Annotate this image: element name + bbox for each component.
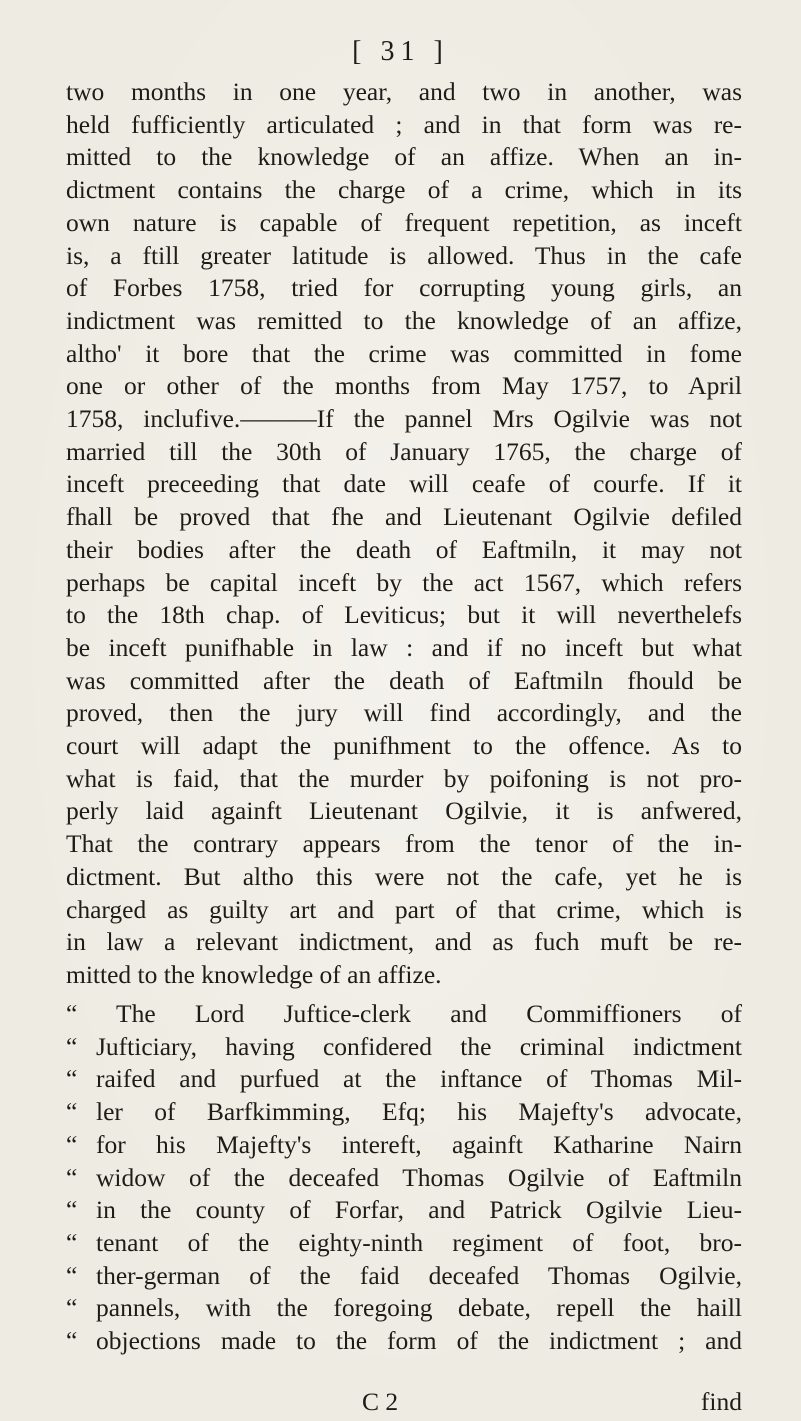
quote-mark: “ xyxy=(66,1293,78,1323)
quote-mark: “ xyxy=(66,1031,78,1061)
text-line: their bodies after the death of Eaftmiln, it may not xyxy=(66,534,742,564)
quote-text: The Lord Juftice-clerk and Commiffioners of xyxy=(116,999,742,1028)
text-line: to the 18th chap. of Leviticus; but it will neverthelefs xyxy=(66,600,742,630)
text-line: That the contrary appears from the tenor of the in- xyxy=(66,829,742,859)
text-line: perly laid againft Lieutenant Ogilvie, it is anfwered, xyxy=(66,796,742,826)
quote-line xyxy=(66,1194,742,1227)
text-line: in law a relevant indictment, and as fuch muft be re- xyxy=(66,927,742,957)
quote-mark: “ xyxy=(66,1260,78,1290)
quote-line xyxy=(66,1162,742,1195)
text-line: mitted to the knowledge of an affize. xyxy=(66,959,442,989)
text-line: was committed after the death of Eaftmiln fhould be xyxy=(66,665,742,695)
quote-mark: “ xyxy=(66,1162,78,1192)
quote-text: pannels, with the foregoing debate, repell the haill xyxy=(96,1293,742,1323)
signature-mark: C 2 xyxy=(362,1387,399,1416)
body-paragraph xyxy=(66,76,742,992)
text-line: altho' it bore that the crime was committed in fome xyxy=(66,338,742,368)
text-line: one or other of the months from May 1757, to April xyxy=(66,371,742,401)
text-line: married till the 30th of January 1765, the charge of xyxy=(66,436,742,466)
quote-mark: “ xyxy=(66,1064,78,1094)
quote-line xyxy=(66,1063,742,1096)
quote-mark: “ xyxy=(66,1097,78,1127)
quote-mark: “ xyxy=(66,1326,78,1356)
page-footer xyxy=(66,1387,742,1417)
quote-text: tenant of the eighty-ninth regiment of foot, bro- xyxy=(96,1227,742,1257)
quote-text: widow of the deceafed Thomas Ogilvie of Eaftmiln xyxy=(96,1162,742,1192)
quote-text: for his Majefty's intereft, againft Katharine Nairn xyxy=(96,1129,742,1159)
text-line: charged as guilty art and part of that crime, which is xyxy=(66,894,742,924)
text-line: what is faid, that the murder by poifoning is not pro- xyxy=(66,763,742,793)
text-line: be inceft punifhable in law : and if no inceft but what xyxy=(66,632,742,662)
quote-line xyxy=(66,1031,742,1064)
quote-text: in the county of Forfar, and Patrick Ogilvie Lieu- xyxy=(96,1195,742,1225)
text-line: perhaps be capital inceft by the act 1567, which refers xyxy=(66,567,742,597)
text-line: dictment contains the charge of a crime, which in its xyxy=(66,175,742,205)
text-line: held fufficiently articulated ; and in that form was re- xyxy=(66,109,742,139)
quote-text: Jufticiary, having confidered the criminal indictment xyxy=(96,1031,742,1061)
text-line: proved, then the jury will find accordingly, and the xyxy=(66,698,742,728)
quote-mark: “ xyxy=(66,1129,78,1159)
text-line: fhall be proved that fhe and Lieutenant Ogilvie defiled xyxy=(66,502,742,532)
quote-line xyxy=(66,1227,742,1260)
quote-line xyxy=(66,998,742,1031)
quoted-judgment xyxy=(66,998,742,1358)
text-line: own nature is capable of frequent repetition, as inceft xyxy=(66,207,742,237)
quote-line xyxy=(66,1129,742,1162)
quote-text: ler of Barfkimming, Efq; his Majefty's advocate, xyxy=(96,1097,742,1127)
quote-mark: “ xyxy=(66,999,78,1028)
quote-text: objections made to the form of the indictment ; and xyxy=(96,1326,742,1356)
quote-line xyxy=(66,1096,742,1129)
quote-line xyxy=(66,1325,742,1358)
quote-mark: “ xyxy=(66,1227,78,1257)
text-line: is, a ftill greater latitude is allowed. Thus in the cafe xyxy=(66,240,742,270)
text-line: two months in one year, and two in another, was xyxy=(66,77,742,106)
text-line: court will adapt the punifhment to the offence. As to xyxy=(66,731,742,761)
quote-line xyxy=(66,1260,742,1293)
quote-line xyxy=(66,1292,742,1325)
page-header: [ 31 ] xyxy=(352,36,449,67)
text-line: indictment was remitted to the knowledge of an affize, xyxy=(66,305,742,335)
quote-text: raifed and purfued at the inftance of Thomas Mil- xyxy=(96,1064,742,1094)
text-line: 1758, inclufive.———If the pannel Mrs Ogilvie was not xyxy=(66,404,742,434)
quote-mark: “ xyxy=(66,1195,78,1225)
catchword: find xyxy=(700,1387,742,1416)
text-line: inceft preceeding that date will ceafe of courfe. If it xyxy=(66,469,742,499)
text-line: dictment. But altho this were not the cafe, yet he is xyxy=(66,861,742,891)
text-line: mitted to the knowledge of an affize. When an in- xyxy=(66,142,742,172)
text-line: of Forbes 1758, tried for corrupting young girls, an xyxy=(66,273,742,303)
quote-text: ther-german of the faid deceafed Thomas Ogilvie, xyxy=(96,1260,742,1290)
